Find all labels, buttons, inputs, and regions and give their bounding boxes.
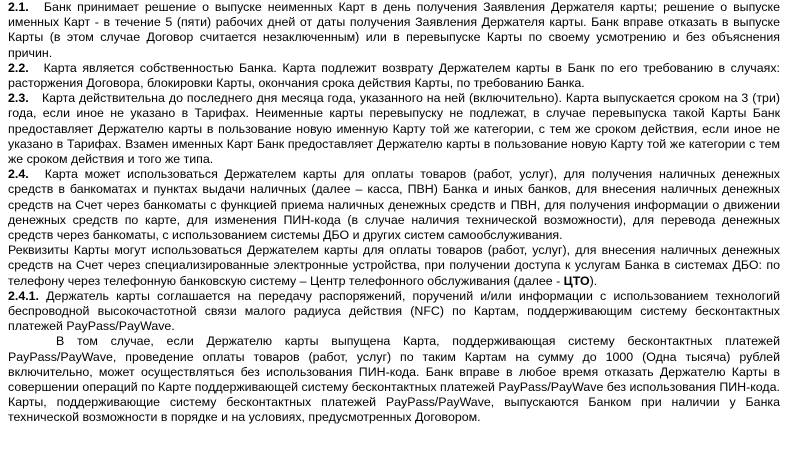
paragraph-text-end: ). [589,273,598,288]
paragraph-2-4 [8,167,780,243]
paragraph-2-1 [8,0,780,61]
paragraph-text: Карта является собственностью Банка. Карта подлежит возврату Держателем карты в Банк по его требованию в случаях: расторжения Договора, блокировки Карты, окончания срока действия Карты, по требованию Банка. [8,60,780,91]
paragraph-text: В том случае, если Держателю карты выпущена Карта, поддерживающая систему бесконтактных платежей PayPass/PayWave, проведение оплаты товаров (работ, услуг) по таким Картам на сумму до 1000 (Одна тысяча) рублей включительно, может осуществляться без использования ПИН-кода. Банк вправе в любое время отказать Держателю Карты в совершении операций по Карте поддерживающей систему бесконтактных платежей PayPass/PayWave без использования ПИН-кода. Карты, поддерживающие систему бесконтактных платежей PayPass/PayWave, выпускаются Банком при наличии у Банка технической возможности в порядке и на условиях, предусмотренных Договором. [8,334,780,425]
paragraph-text: Карта действительна до последнего дня месяца года, указанного на ней (включительно). Карта выпускается сроком на 3 (три) года, если иное не указано в Тарифах. Неименные карты перевыпуску не подлежат, в случае перевыпуска такой Карты Банк предоставляет Держателю карты в пользование новую именную Карту той же категории, с тем же сроком действия, если иное не указано в Тарифах. Взамен именных Карт Банк предоставляет Держателю карты в пользование новую Карту той же категории с тем же сроком действия и того же типа. [8,91,780,167]
paragraph-number: 2.3. [8,91,29,106]
paragraph-number: 2.4.1. [8,288,40,303]
paragraph-text: Банк принимает решение о выпуске неименных Карт в день получения Заявления Держателя карты; решение о выпуске именных Карт - в течение 5 (пяти) рабочих дней от даты получения Заявления Держателя карты. Банк вправе отказать в выпуске Карты (в этом случае Договор считается незаключенным) или в перевыпуске Карты по своему усмотрению и без объяснения причин. [8,0,780,60]
paragraph-number: 2.4. [8,167,29,182]
document-body [8,0,780,426]
paragraph-text: Держатель карты соглашается на передачу распоряжений, поручений и/или информации с использованием технологий беспроводной высокочастотной связи малого радиуса действия (NFC) по Картам, поддерживающим систему бесконтактных платежей PayPass/PayWave. [8,288,780,334]
paragraph-number: 2.1. [8,0,29,14]
paragraph-card-requisites [8,243,780,289]
ctro-abbreviation: ЦТО [563,273,590,288]
paragraph-text: Карта может использоваться Держателем карты для оплаты товаров (работ, услуг), для получения наличных денежных средств в банкоматах и пунктах выдачи наличных (далее – касса, ПВН) Банка и иных банков, для внесения наличных денежных средств на Счет через банкоматы с функцией приема наличных денежных средств и ПВН, для получения информации о движении денежных средств по карте, для изменения ПИН-кода (в случае наличия технической возможности), для перевода денежных средств через банкоматы, с использованием системы ДБО и других систем самообслуживания. [8,167,781,243]
paragraph-2-2 [8,61,780,91]
paragraph-number: 2.2. [8,60,29,75]
paragraph-contactless [8,334,780,425]
paragraph-text: Реквизиты Карты могут использоваться Держателем карты для оплаты товаров (работ, услуг), для внесения наличных денежных средств на Счет через специализированные электронные устройства, при получении доступа к услугам Банка в системах ДБО: по телефону через телефонную банковскую систему – Центр телефонного обслуживания (далее - [8,243,780,288]
paragraph-2-3 [8,91,780,167]
paragraph-2-4-1 [8,289,780,335]
